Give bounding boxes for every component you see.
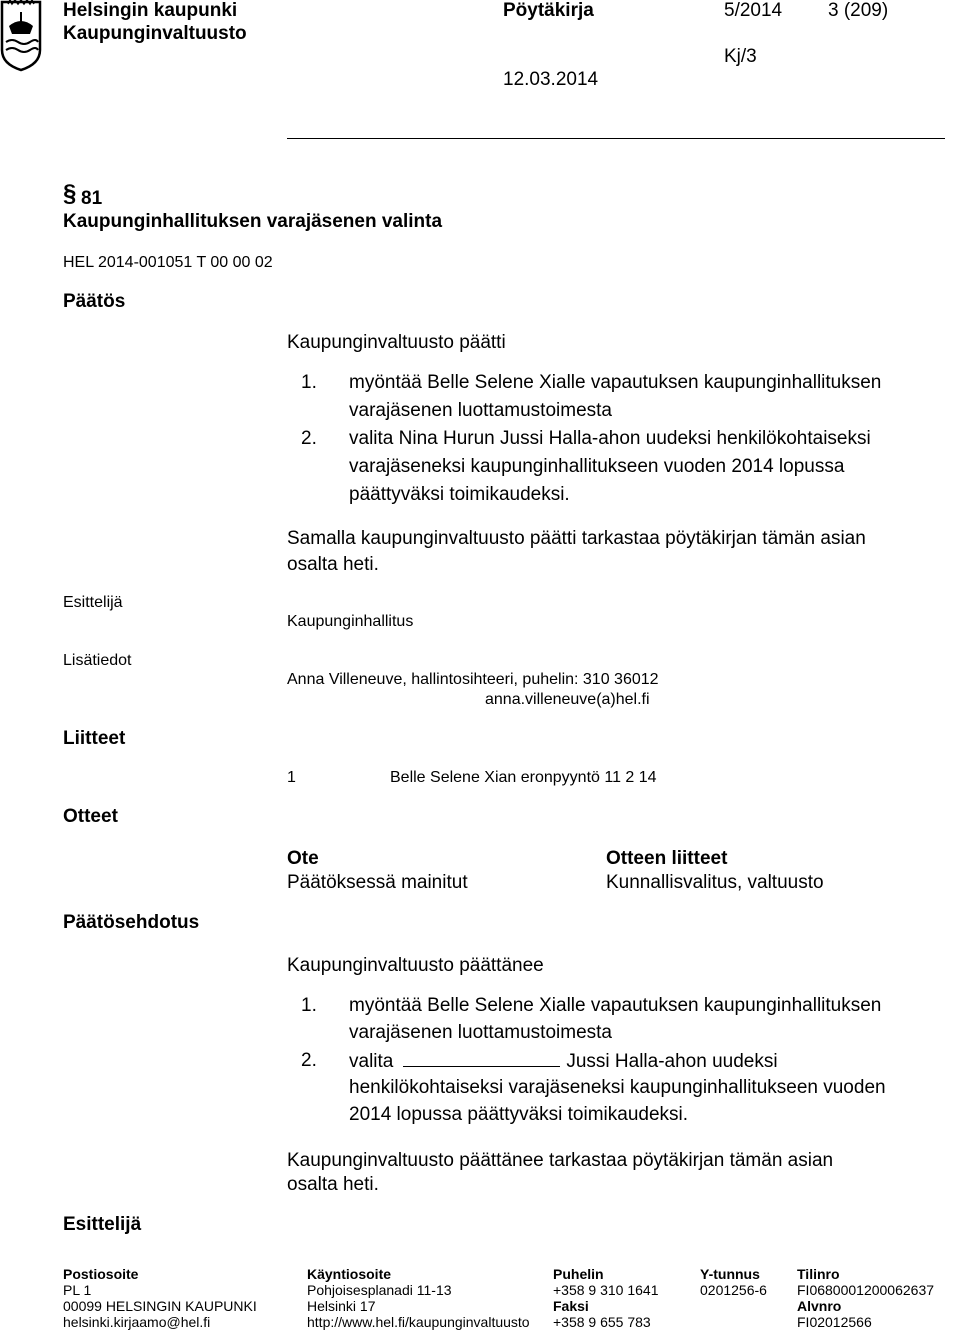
proposal-intro: Kaupunginvaltuusto päättänee	[287, 955, 544, 976]
footer-col3-line2: Faksi	[553, 1298, 589, 1314]
footer-col1-head: Postiosoite	[63, 1266, 139, 1282]
decision-intro: Kaupunginvaltuusto päätti	[287, 332, 506, 353]
decision-item-2-line-2: varajäseneksi kaupunginhallitukseen vuoden 2014 lopussa	[349, 456, 845, 477]
footer-col2-line1: Pohjoisesplanadi 11-13	[307, 1282, 452, 1298]
footer-col1-line1: PL 1	[63, 1282, 92, 1298]
contact-label: Lisätiedot	[63, 652, 132, 669]
page-number: 3 (209)	[828, 0, 889, 21]
footer-col4-head: Y-tunnus	[700, 1266, 760, 1282]
footer-col3-line3: +358 9 655 783	[553, 1314, 651, 1330]
attachment-text: Belle Selene Xian eronpyyntö 11 2 14	[390, 769, 657, 786]
decision-item-1-line-1: myöntää Belle Selene Xialle vapautuksen kaupunginhallituksen	[349, 372, 882, 393]
extract-col1-value: Päätöksessä mainitut	[287, 872, 468, 893]
proposal-item-2-first-word: valita	[349, 1051, 394, 1072]
diary-number: HEL 2014-001051 T 00 00 02	[63, 254, 273, 271]
item-title: Kaupunginhallituksen varajäsenen valinta	[63, 211, 443, 232]
helsinki-crest-icon	[0, 0, 42, 72]
decision-item-2-number: 2.	[301, 428, 317, 449]
section-mark: §	[63, 180, 77, 207]
footer-col2-line3: http://www.hel.fi/kaupunginvaltuusto	[307, 1314, 530, 1330]
decision-heading: Päätös	[63, 291, 126, 312]
decision-item-2-line-3: päättyväksi toimikaudeksi.	[349, 484, 570, 505]
item-number: 81	[81, 188, 103, 209]
decision-note-line-1: Samalla kaupunginvaltuusto päätti tarkastaa pöytäkirjan tämän asian	[287, 528, 866, 549]
footer-col2-head: Käyntiosoite	[307, 1266, 392, 1282]
extract-col1-head: Ote	[287, 848, 319, 869]
extract-col2-head: Otteen liitteet	[606, 848, 728, 869]
extract-col2-value: Kunnallisvalitus, valtuusto	[606, 872, 824, 893]
presenter-value: Kaupunginhallitus	[287, 613, 414, 630]
presenter2-label: Esittelijä	[63, 1214, 142, 1235]
proposal-item-2-line-1	[349, 1050, 778, 1073]
proposal-note-line-2: osalta heti.	[287, 1174, 379, 1195]
footer-col1-line2: 00099 HELSINGIN KAUPUNKI	[63, 1298, 257, 1314]
footer-col3-line1: +358 9 310 1641	[553, 1282, 659, 1298]
header-divider	[287, 138, 945, 139]
footer-col5-line1: FI0680001200062637	[797, 1282, 935, 1298]
body-name: Kaupunginvaltuusto	[63, 23, 247, 44]
doc-number: 5/2014	[724, 0, 783, 21]
attachments-label: Liitteet	[63, 728, 126, 749]
proposal-item-2-line-3: 2014 lopussa päättyväksi toimikaudeksi.	[349, 1104, 689, 1125]
contact-line: Anna Villeneuve, hallintosihteeri, puhelin: 310 36012	[287, 671, 659, 688]
decision-note-line-2: osalta heti.	[287, 554, 379, 575]
proposal-item-1-line-1: myöntää Belle Selene Xialle vapautuksen kaupunginhallituksen	[349, 995, 882, 1016]
doc-type: Pöytäkirja	[503, 0, 594, 21]
proposal-note-line-1: Kaupunginvaltuusto päättänee tarkastaa pöytäkirjan tämän asian	[287, 1150, 834, 1171]
name-blank-line	[403, 1050, 560, 1067]
footer-col3-head: Puhelin	[553, 1266, 604, 1282]
footer-col4-line1: 0201256-6	[700, 1282, 767, 1298]
proposal-item-1-number: 1.	[301, 995, 317, 1016]
proposal-item-1-line-2: varajäsenen luottamustoimesta	[349, 1022, 612, 1043]
proposal-item-2-after-blank: Jussi Halla-ahon uudeksi	[566, 1051, 778, 1072]
decision-item-1-number: 1.	[301, 372, 317, 393]
footer-col2-line2: Helsinki 17	[307, 1298, 376, 1314]
extracts-label: Otteet	[63, 806, 118, 827]
footer-col5-head: Tilinro	[797, 1266, 840, 1282]
reference-code: Kj/3	[724, 46, 757, 67]
org-name: Helsingin kaupunki	[63, 0, 238, 21]
meeting-date: 12.03.2014	[503, 69, 599, 90]
contact-email: anna.villeneuve(a)hel.fi	[485, 691, 650, 708]
decision-item-1-line-2: varajäsenen luottamustoimesta	[349, 400, 612, 421]
attachment-number: 1	[287, 769, 296, 786]
decision-item-2-line-1: valita Nina Hurun Jussi Halla-ahon uudeksi henkilökohtaiseksi	[349, 428, 871, 449]
presenter-label: Esittelijä	[63, 594, 123, 611]
proposal-heading: Päätösehdotus	[63, 912, 200, 933]
footer-col5-line3: FI02012566	[797, 1314, 872, 1330]
proposal-item-2-number: 2.	[301, 1050, 317, 1071]
footer-col5-line2: Alvnro	[797, 1298, 842, 1314]
proposal-item-2-line-2: henkilökohtaiseksi varajäseneksi kaupunginhallitukseen vuoden	[349, 1077, 886, 1098]
footer-col1-line3: helsinki.kirjaamo@hel.fi	[63, 1314, 211, 1330]
